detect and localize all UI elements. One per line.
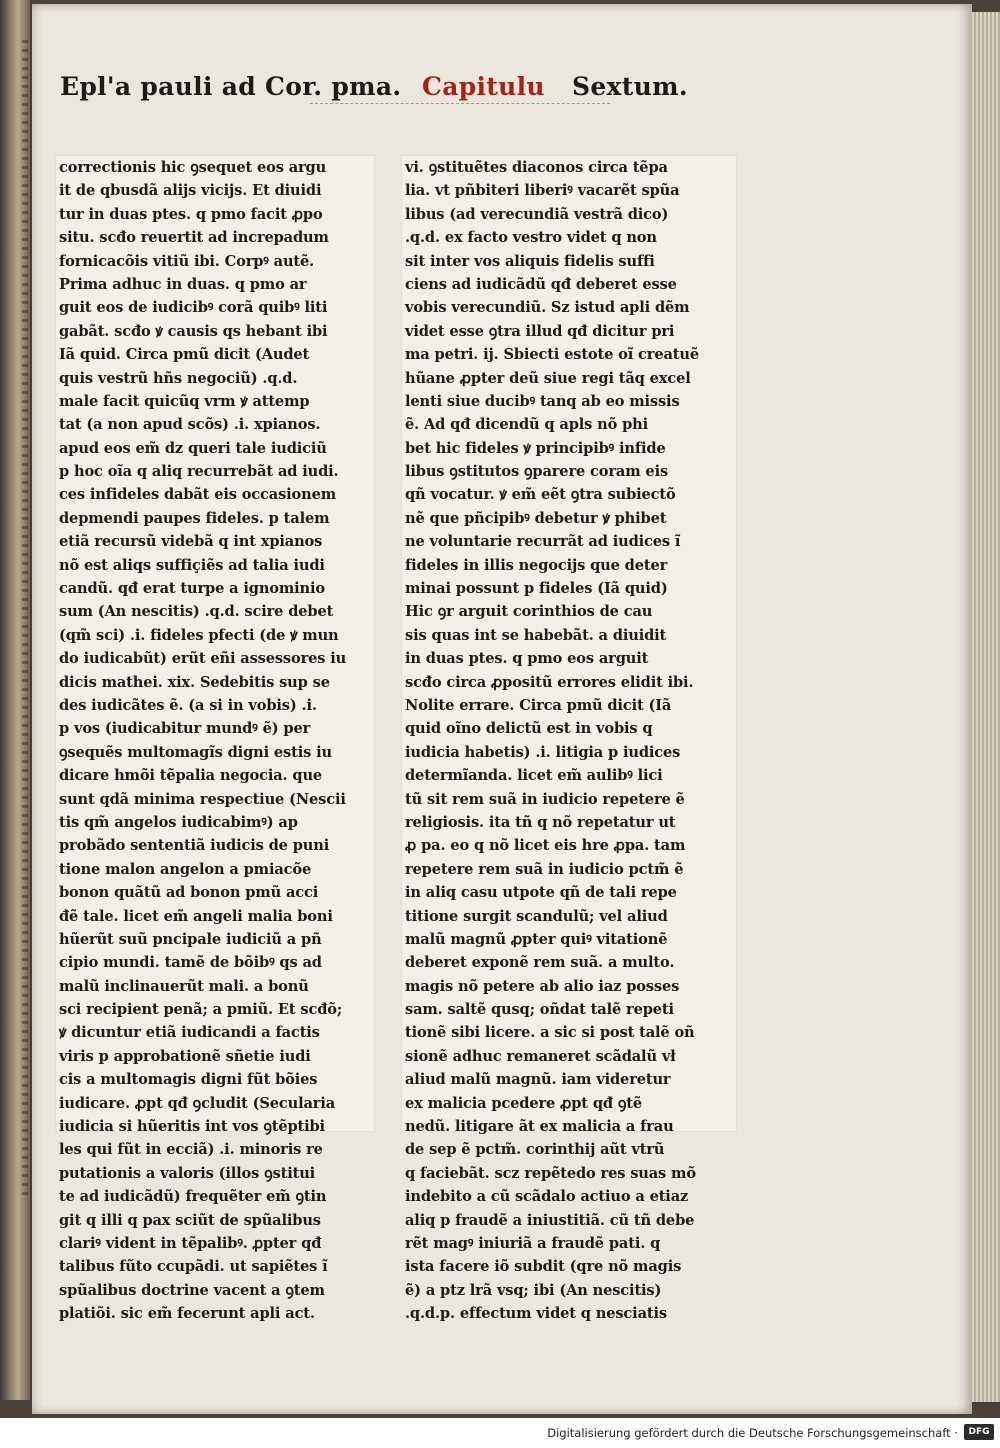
text-line: tũ sit rem suã in iudicio repetere ẽ xyxy=(405,790,685,808)
text-line: correctionis hic ꝯsequet eos argu xyxy=(59,159,327,176)
text-line: minai possunt p fideles (Iã quid) xyxy=(405,580,668,598)
text-line: bet hic fideles ꝟ principibꝰ infide xyxy=(405,439,666,457)
text-line: spũalibus doctrine vacent a ꝯtem xyxy=(59,1281,325,1299)
text-line: (qm̃ sci) .i. fideles pfecti (de ꝟ mun xyxy=(59,626,339,644)
text-line: đẽ tale. licet em̃ angeli malia boni xyxy=(59,907,333,925)
text-line: aliud malũ magnũ. iam videretur xyxy=(405,1071,671,1089)
text-line: ꝓ pa. eo q nõ licet eis hre ꝓpa. tam xyxy=(405,837,686,855)
text-line: videt esse ꝯtra illud qđ dicitur pri xyxy=(405,322,675,340)
text-line: nedũ. litigare ãt ex malicia a frau xyxy=(405,1118,674,1136)
text-line: tat (a non apud scõs) .i. xpianos. xyxy=(59,416,321,434)
text-line: cipio mundi. tamẽ de bõibꝰ qs ad xyxy=(59,954,322,972)
text-line: guit eos de iudicibꝰ corã quibꝰ liti xyxy=(59,299,328,317)
text-line: viris p approbationẽ sñetie iudi xyxy=(59,1047,311,1065)
text-line: probãdo sententiã iudicis de puni xyxy=(59,837,330,855)
text-line: quis vestrũ hñs negociũ) .q.d. xyxy=(59,369,298,387)
text-line: gabãt. scđo ꝟ causis qs hebant ibi xyxy=(59,322,328,340)
text-line: ne voluntarie recurrãt ad iudices ĩ xyxy=(405,533,681,551)
left-page-edge xyxy=(0,0,30,1400)
text-line: determĩanda. licet em̃ aulibꝰ lici xyxy=(405,767,663,785)
text-line: p hoc oĩa q aliq recurrebãt ad iudi. xyxy=(59,463,339,481)
epistle-title: Epl'a pauli ad Cor. pma. xyxy=(60,72,402,101)
text-line: in aliq casu utpote qñ de tali repe xyxy=(405,884,677,902)
text-line: apud eos em̃ dz queri tale iudiciũ xyxy=(59,439,327,457)
text-line: sci recipient penã; a pmiũ. Et scđõ; xyxy=(59,1001,343,1019)
text-line: p vos (iudicabitur mundꝰ ẽ) per xyxy=(59,720,311,738)
text-line: iudicia habetis) .i. litigia p iudices xyxy=(405,743,681,761)
text-line: tur in duas ptes. q pmo facit ꝓpo xyxy=(59,205,323,223)
text-line: libus ꝯstitutos ꝯparere coram eis xyxy=(405,463,669,481)
text-line: repetere rem suã in iudicio pctm̃ ẽ xyxy=(405,860,684,878)
text-line: cis a multomagis digni fũt bõies xyxy=(59,1071,318,1089)
rubric-rule xyxy=(310,103,610,104)
text-line: .q.d.p. effectum videt q nesciatis xyxy=(405,1305,667,1323)
text-line: aliq p fraudẽ a iniustitiã. cũ tñ debe xyxy=(405,1211,695,1229)
text-line: male facit quicũq vrm ꝟ attemp xyxy=(59,392,310,410)
text-line: Hic ꝯr arguit corinthios de cau xyxy=(405,603,653,621)
text-line: iudicia si hũeritis int vos ꝯtẽptibi xyxy=(59,1118,325,1136)
text-line: dicare hmõi tẽpalia negocia. que xyxy=(59,767,323,785)
text-line: dicis mathei. xix. Sedebitis sup se xyxy=(59,673,330,691)
text-line: sunt qdã minima respectiue (Nescii xyxy=(59,790,346,808)
text-line: do iudicabũt) erũt eñi assessores iu xyxy=(59,650,347,668)
text-line: depmendi paupes fideles. p talem xyxy=(59,509,330,527)
text-line: nẽ que pñcipibꝰ debetur ꝟ phibet xyxy=(405,509,667,527)
text-line: vi. ꝯstituẽtes diaconos circa tẽpa xyxy=(405,159,668,176)
text-line: ex malicia pcedere ꝓpt qđ ꝯtẽ xyxy=(405,1094,642,1112)
text-line: ista facere iõ subdit (qre nõ magis xyxy=(405,1258,682,1276)
text-line: sit inter vos aliquis fidelis suffi xyxy=(405,252,655,270)
right-text-column xyxy=(402,156,736,1323)
dfg-logo: DFG xyxy=(964,1424,994,1440)
right-page-edge xyxy=(972,12,1000,1402)
text-line: rẽt magꝰ iniuriã a fraudẽ pati. q xyxy=(405,1234,661,1252)
text-line: vobis verecundiũ. Sz istud apli dẽm xyxy=(405,299,690,317)
text-line: deberet exponẽ rem suã. a multo. xyxy=(405,954,675,972)
text-line: nõ est aliqs suffiçiẽs ad talia iudi xyxy=(59,556,325,574)
text-line: sis quas int se habebãt. a diuidit xyxy=(405,626,667,644)
funding-credit: Digitalisierung gefördert durch die Deutsche Forschungsgemeinschaft · xyxy=(547,1426,958,1440)
text-line: hũerũt suũ pncipale iudiciũ a pñ xyxy=(59,930,322,948)
text-line: clariꝰ vident in tẽpalibꝰ. ꝓpter qđ xyxy=(59,1234,322,1252)
text-line: git q illi q pax sciũt de spũalibus xyxy=(59,1211,321,1229)
text-line: ma petri. ij. Sbiecti estote oĩ creatuẽ xyxy=(405,346,699,364)
chapter-number: Sextum. xyxy=(572,72,688,101)
running-header xyxy=(60,72,720,112)
text-line: situ. scđo reuertit ad increpadum xyxy=(59,229,329,247)
text-line: candũ. qđ erat turpe a ignominio xyxy=(59,580,325,598)
text-line: Iã quid. Circa pmũ dicit (Audet xyxy=(59,346,310,364)
text-line: ẽ. Ad qđ dicendũ q apls nõ phi xyxy=(405,416,649,434)
text-line: hũane ꝓpter deũ siue regi tãq excel xyxy=(405,369,691,387)
text-line: ẽ) a ptz lrã vsq; ibi (An nescitis) xyxy=(405,1281,662,1299)
text-line: indebito a cũ scãdalo actiuo a etiaz xyxy=(405,1188,689,1206)
text-line: libus (ad verecundiã vestrã dico) xyxy=(405,205,669,223)
footer-bar xyxy=(0,1418,1000,1448)
text-line: fornicacõis vitiũ ibi. Corpꝰ autẽ. xyxy=(59,252,315,270)
text-line: malũ inclinauerũt mali. a bonũ xyxy=(59,977,309,995)
text-line: des iudicãtes ẽ. (a si in vobis) .i. xyxy=(59,696,317,714)
text-line: lenti siue ducibꝰ tanq ab eo missis xyxy=(405,392,680,410)
text-line: ciens ad iudicãdũ qđ deberet esse xyxy=(405,275,677,293)
text-line: religiosis. ita tñ q nõ repetatur ut xyxy=(405,813,676,831)
text-line: quid oĩno delictũ est in vobis q xyxy=(405,720,653,738)
text-line: talibus fũto ccupãdi. ut sapiẽtes ĩ xyxy=(59,1258,328,1276)
text-line: bonon quãtũ ad bonon pmũ acci xyxy=(59,884,319,902)
text-line: malũ magnũ ꝓpter quiꝰ vitationẽ xyxy=(405,930,668,948)
text-line: tione malon angelon a pmiacõe xyxy=(59,860,312,878)
text-line: lia. vt pñbiteri liberiꝰ vacarẽt spũa xyxy=(405,182,680,200)
text-line: ꝟ dicuntur etiã iudicandi a factis xyxy=(59,1024,320,1042)
text-line: Prima adhuc in duas. q pmo ar xyxy=(59,275,307,293)
text-line: it de qbusdã alijs vicijs. Et diuidi xyxy=(59,182,322,200)
text-line: les qui fũt in ecciã) .i. minoris re xyxy=(59,1141,323,1159)
text-line: sam. saltẽ qusq; oñdat talẽ repeti xyxy=(405,1001,674,1019)
text-line: putationis a valoris (illos ꝯstitui xyxy=(59,1164,316,1182)
text-line: Nolite errare. Circa pmũ dicit (Iã xyxy=(405,696,672,714)
text-line: .q.d. ex facto vestro videt q non xyxy=(405,229,657,247)
text-line: te ad iudicãdũ) frequẽter em̃ ꝯtin xyxy=(59,1188,327,1206)
text-line: sionẽ adhuc remaneret scãdalũ vł xyxy=(405,1047,676,1065)
text-line: etiã recursũ videbã q int xpianos xyxy=(59,533,323,551)
text-line: sum (An nescitis) .q.d. scire debet xyxy=(59,603,334,621)
text-line: de sep ẽ pctm̃. corinthij aũt vtrũ xyxy=(405,1141,665,1159)
text-line: iudicare. ꝓpt qđ ꝯcludit (Secularia xyxy=(59,1094,336,1112)
text-line: ces infideles dabãt eis occasionem xyxy=(59,486,337,504)
text-line: scđo circa ꝓpositũ errores elidit ibi. xyxy=(405,673,694,691)
text-line: tionẽ sibi licere. a sic si post talẽ oñ xyxy=(405,1024,695,1042)
text-line: titione surgit scandulũ; vel aliud xyxy=(405,907,668,925)
text-line: tis qm̃ angelos iudicabimꝰ) ap xyxy=(59,813,298,831)
text-line: fideles in illis negocijs que deter xyxy=(405,556,668,574)
text-line: in duas ptes. q pmo eos arguit xyxy=(405,650,649,668)
text-line: ꝯsequẽs multomagĩs digni estis iu xyxy=(59,743,332,761)
text-line: q faciebãt. scz repẽtedo res suas mõ xyxy=(405,1164,696,1182)
text-line: qñ vocatur. ꝟ em̃ eẽt ꝯtra subiectõ xyxy=(405,486,676,504)
left-text-column xyxy=(56,156,374,1323)
text-line: magis nõ petere ab alio iaz posses xyxy=(405,977,680,995)
text-line: platiõi. sic em̃ fecerunt apli act. xyxy=(59,1305,315,1323)
chapter-label: Capitulu xyxy=(422,72,545,101)
